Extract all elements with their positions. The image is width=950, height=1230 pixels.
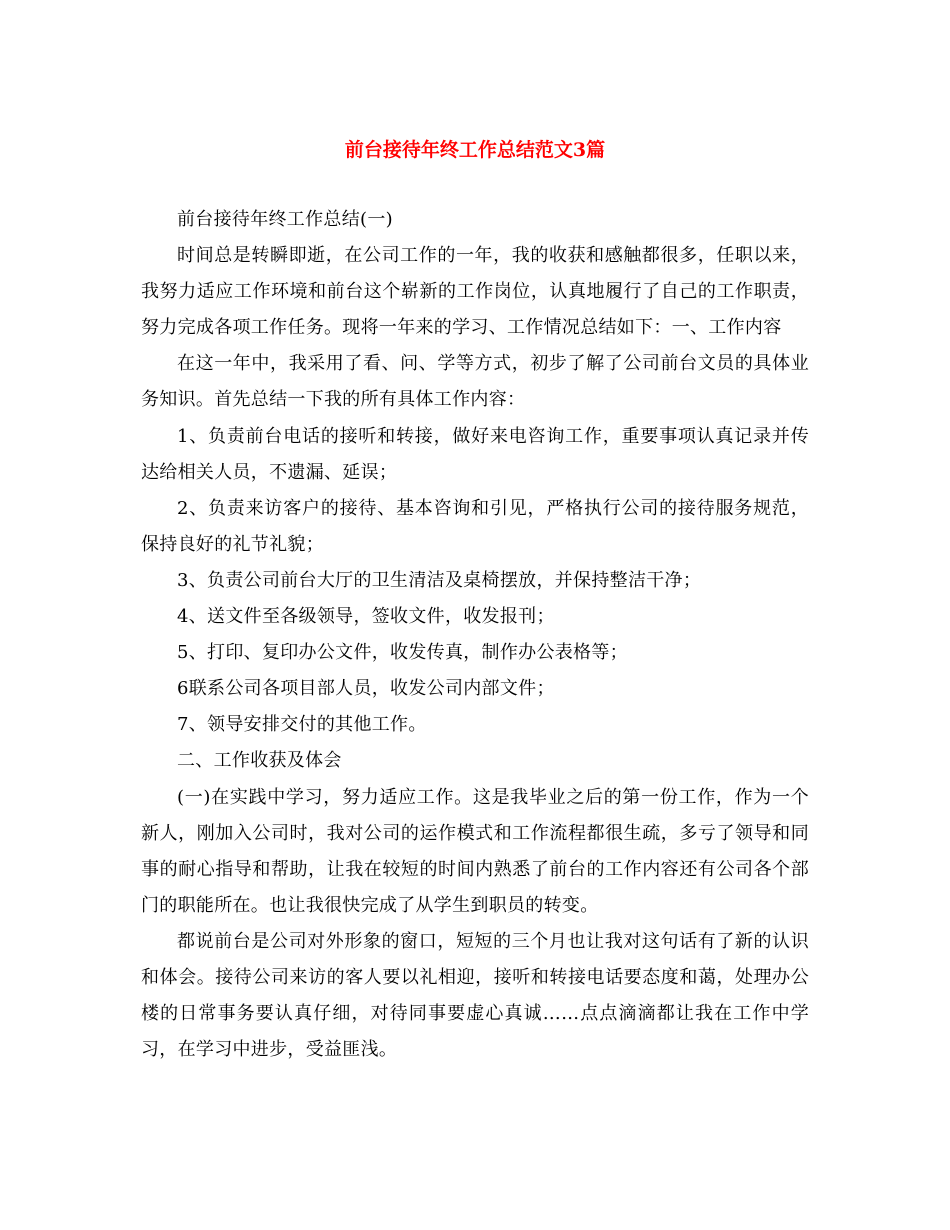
list-item: 3、负责公司前台大厅的卫生清洁及桌椅摆放，并保持整洁干净； <box>177 569 702 591</box>
list-item: 5、打印、复印办公文件，收发传真，制作办公表格等； <box>177 642 628 664</box>
list-item: 1、负责前台电话的接听和转接，做好来电咨询工作，重要事项认真记录并传达给相关人员，不遗漏、延误； <box>141 425 809 483</box>
list-item: 7、领导安排交付的其他工作。 <box>177 714 427 736</box>
list-item: 6联系公司各项目部人员，收发公司内部文件； <box>177 678 555 700</box>
section-heading: 前台接待年终工作总结(一) <box>177 209 393 230</box>
list-item: 4、送文件至各级领导，签收文件，收发报刊； <box>177 606 555 628</box>
paragraph: (一)在实践中学习，努力适应工作。这是我毕业之后的第一份工作，作为一个新人，刚加入公司时，我对公司的运作模式和工作流程都很生疏，多亏了领导和同事的耐心指导和帮助，让我在较短的时间内熟悉了前台的工作内容还有公司各个部门的职能所在。也让我很快完成了从学生到职员的转变。 <box>141 786 809 916</box>
document-title: 前台接待年终工作总结范文3篇 <box>344 139 606 161</box>
list-item: 2、负责来访客户的接待、基本咨询和引见，严格执行公司的接待服务规范，保持良好的礼节礼貌； <box>141 497 809 555</box>
paragraph: 都说前台是公司对外形象的窗口，短短的三个月也让我对这句话有了新的认识和体会。接待公司来访的客人要以礼相迎，接听和转接电话要态度和蔼，处理办公楼的日常事务要认真仔细，对待同事要虚心真诚……点点滴滴都让我在工作中学习，在学习中进步，受益匪浅。 <box>141 930 809 1061</box>
document-body <box>141 202 809 1068</box>
section-heading: 二、工作收获及体会 <box>177 750 342 772</box>
paragraph: 在这一年中，我采用了看、问、学等方式，初步了解了公司前台文员的具体业务知识。首先总结一下我的所有具体工作内容： <box>141 353 809 411</box>
paragraph: 时间总是转瞬即逝，在公司工作的一年，我的收获和感触都很多，任职以来，我努力适应工作环境和前台这个崭新的工作岗位，认真地履行了自己的工作职责，努力完成各项工作任务。现将一年来的学习、工作情况总结如下：一、工作内容 <box>141 245 809 339</box>
